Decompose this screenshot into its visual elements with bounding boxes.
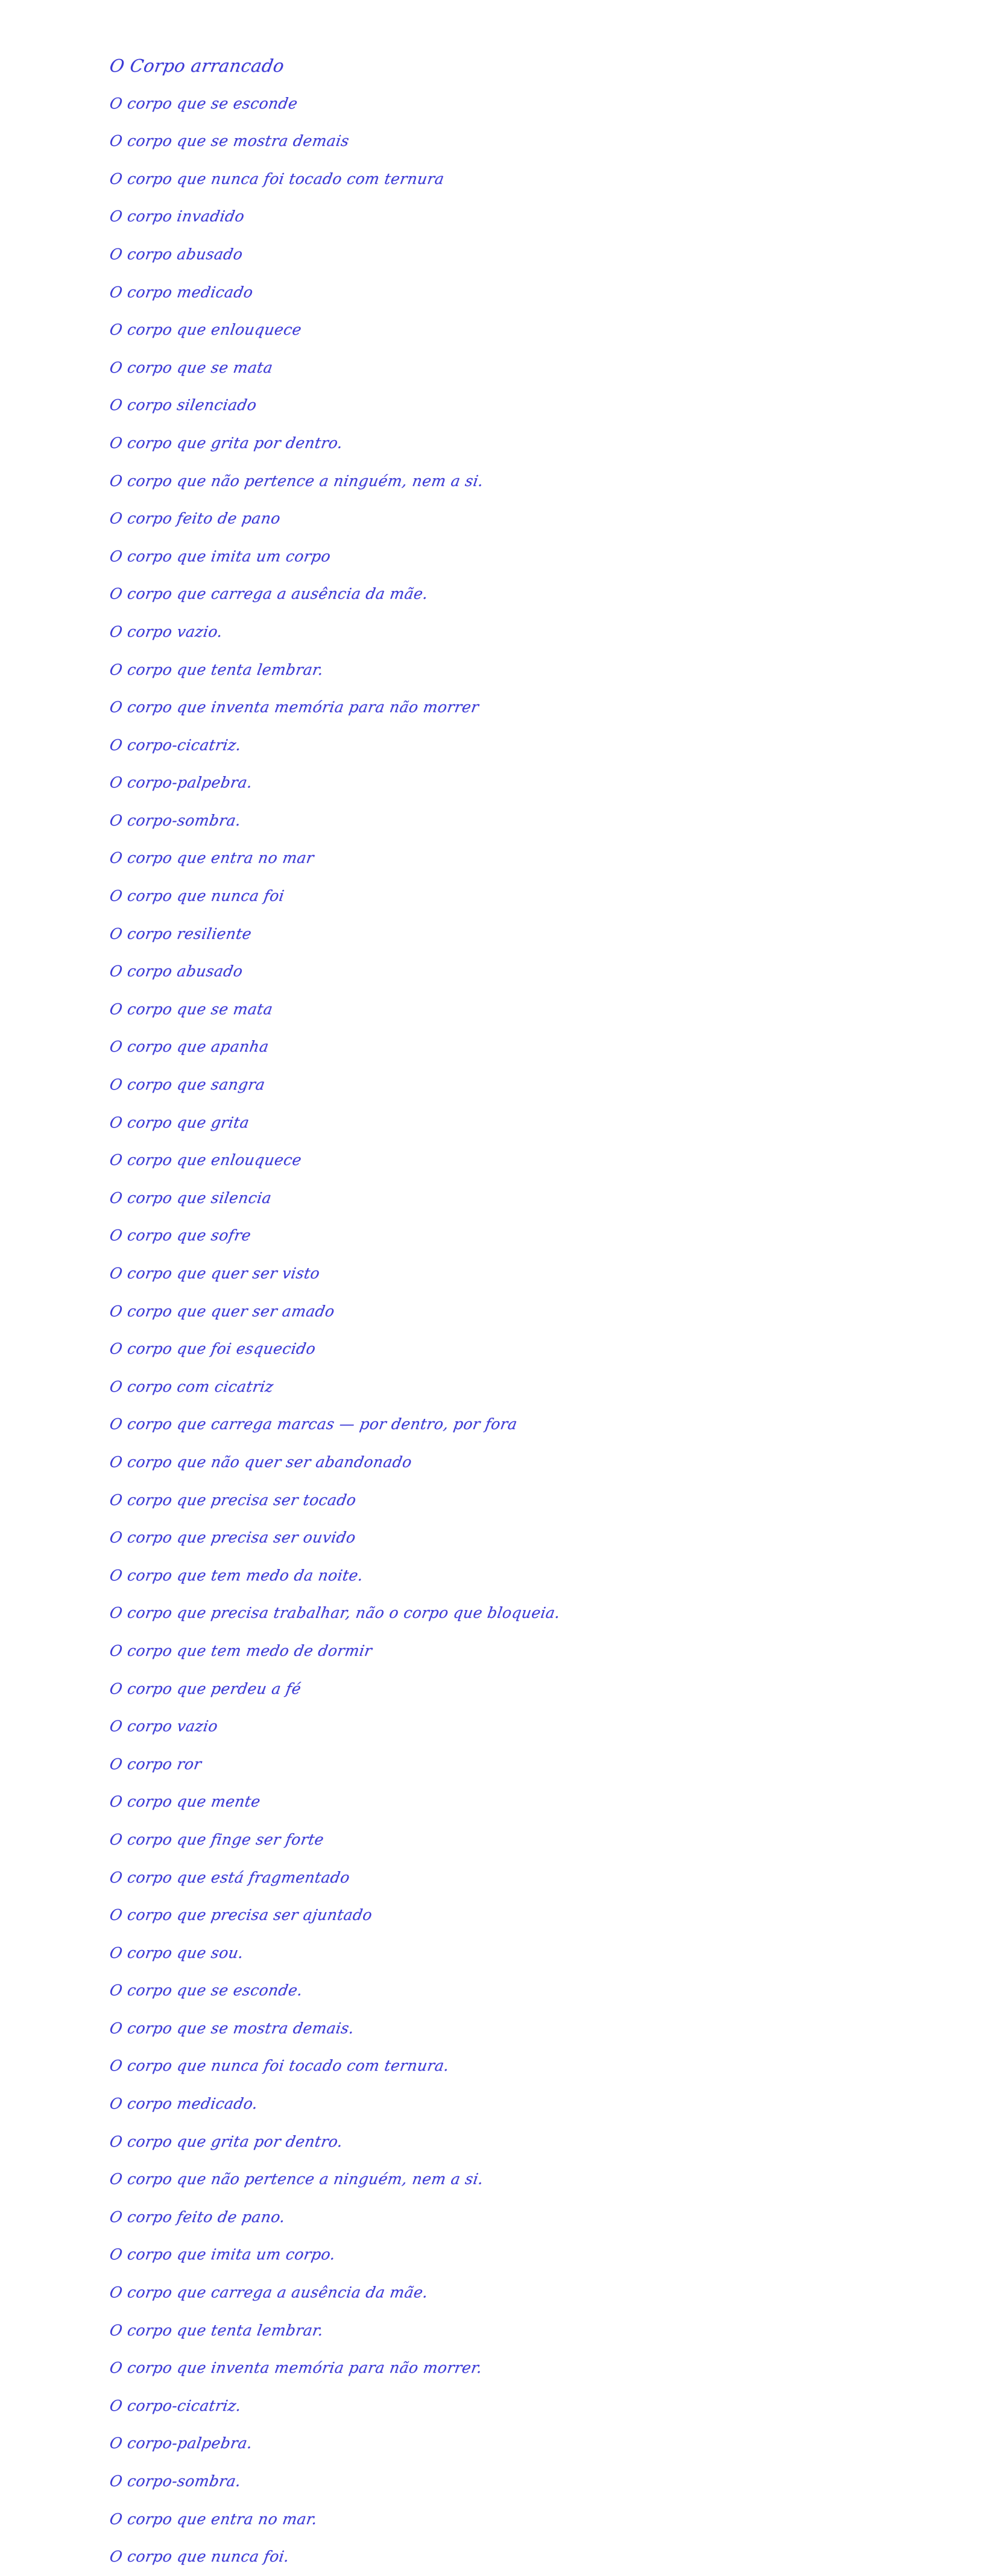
document-line: O corpo que nunca foi tocado com ternura. xyxy=(108,2057,451,2075)
document-line: O corpo vazio xyxy=(108,1717,219,1735)
document-line: O corpo que mente xyxy=(108,1793,262,1811)
document-line: O corpo que sofre xyxy=(108,1226,253,1245)
document-line: O corpo que precisa trabalhar, não o corpo que bloqueia. xyxy=(108,1604,562,1622)
document-line: O corpo abusado xyxy=(108,962,244,980)
document-line: O corpo que quer ser amado xyxy=(108,1302,336,1320)
document-line: O corpo ror xyxy=(108,1755,203,1773)
document-line: O corpo com cicatriz xyxy=(108,1377,275,1395)
document-line: O corpo que carrega marcas — por dentro, por fora xyxy=(108,1415,519,1433)
document-line: O corpo que imita um corpo xyxy=(108,547,332,565)
document-line: O corpo que não pertence a ninguém, nem a si. xyxy=(108,2170,485,2188)
document-line: O corpo que se mata xyxy=(108,1000,274,1018)
document-line: O corpo que grita por dentro. xyxy=(108,434,344,452)
document-line: O corpo que foi esquecido xyxy=(108,1340,317,1358)
document-line: O corpo que se mata xyxy=(108,358,274,376)
document-line: O corpo que tenta lembrar. xyxy=(108,660,325,678)
document-line: O corpo que perdeu a fé xyxy=(108,1679,303,1697)
handwritten-line-list xyxy=(0,47,1004,2576)
document-line: O corpo que nunca foi xyxy=(108,887,286,905)
document-line: O corpo que silencia xyxy=(108,1189,273,1207)
document-line: O corpo que finge ser forte xyxy=(108,1830,326,1848)
document-line: O corpo que carrega a ausência da mãe. xyxy=(108,2284,430,2302)
document-line: O corpo que carrega a ausência da mãe. xyxy=(108,585,430,603)
document-line: O corpo que enlouquece xyxy=(108,321,303,339)
document-line: O corpo que tem medo de dormir xyxy=(108,1641,374,1659)
document-line: O corpo que inventa memória para não morrer xyxy=(108,698,481,716)
document-line: O corpo medicado. xyxy=(108,2095,259,2113)
document-line: O corpo que se esconde xyxy=(108,94,299,112)
document-line: O corpo que inventa memória para não morrer. xyxy=(108,2359,484,2377)
document-line: O corpo que está fragmentado xyxy=(108,1868,352,1886)
document-line: O corpo-sombra. xyxy=(108,811,242,829)
document-line: O corpo que nunca foi. xyxy=(108,2548,291,2566)
document-line: O corpo medicado xyxy=(108,283,254,301)
document-line: O corpo vazio. xyxy=(108,622,224,640)
document-line: O corpo-cicatriz. xyxy=(108,736,243,754)
document-line: O corpo que enlouquece xyxy=(108,1151,303,1169)
document-line: O corpo que nunca foi tocado com ternura xyxy=(108,169,446,188)
document-line: O corpo que precisa ser tocado xyxy=(108,1491,358,1509)
document-line: O corpo que se mostra demais. xyxy=(108,2019,356,2037)
document-line: O corpo que grita xyxy=(108,1113,251,1131)
document-line: O corpo que sou. xyxy=(108,1943,245,1962)
document-line: O corpo silenciado xyxy=(108,396,258,414)
document-line: O corpo-palpebra. xyxy=(108,774,254,792)
document-line: O corpo que tem medo da noite. xyxy=(108,1566,365,1584)
document-line: O corpo-sombra. xyxy=(108,2472,242,2490)
document-line: O corpo que não quer ser abandonado xyxy=(108,1453,414,1471)
document-line: O corpo que entra no mar. xyxy=(108,2510,319,2528)
document-line: O corpo-palpebra. xyxy=(108,2434,254,2452)
document-line: O corpo que se esconde. xyxy=(108,1981,305,2000)
document-line: O corpo resiliente xyxy=(108,924,253,942)
document-line: O corpo que sangra xyxy=(108,1076,267,1094)
document-line: O corpo que grita por dentro. xyxy=(108,2132,344,2150)
document-line: O corpo que tenta lembrar. xyxy=(108,2321,325,2339)
document-line: O corpo que precisa ser ajuntado xyxy=(108,1906,374,1924)
document-line: O corpo-cicatriz. xyxy=(108,2396,243,2414)
document-line: O corpo feito de pano xyxy=(108,510,282,528)
document-line: O corpo que entra no mar xyxy=(108,849,315,867)
document-line: O corpo que imita um corpo. xyxy=(108,2246,337,2264)
document-line: O corpo que apanha xyxy=(108,1038,270,1056)
document-line: O corpo que quer ser visto xyxy=(108,1264,321,1282)
document-line: O corpo que se mostra demais xyxy=(108,132,351,150)
document-line: O corpo invadido xyxy=(108,207,246,226)
document-line: O corpo feito de pano. xyxy=(108,2208,287,2226)
document-line: O corpo que não pertence a ninguém, nem a si. xyxy=(108,472,485,490)
document-line: O corpo que precisa ser ouvido xyxy=(108,1529,358,1547)
document-line: O corpo abusado xyxy=(108,245,244,263)
document-line: O Corpo arrancado xyxy=(108,55,286,76)
